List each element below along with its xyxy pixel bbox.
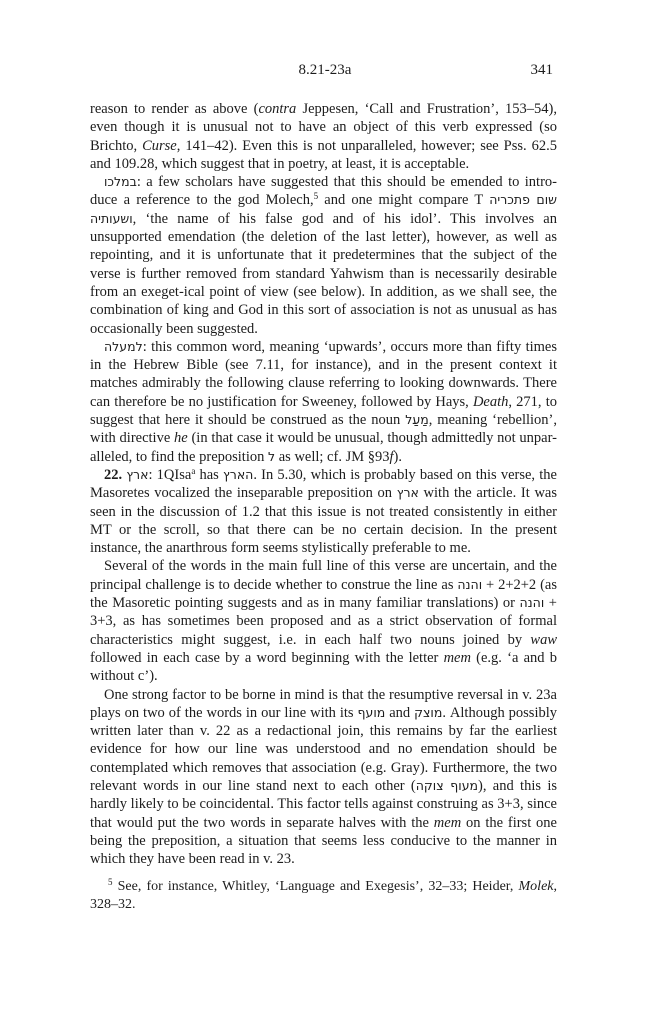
page-number: 341	[530, 62, 553, 78]
running-head: 8.21-23a	[298, 62, 352, 78]
main-text	[90, 100, 557, 868]
footnote: $^5$ See, for instance, Whitley, ‘Language and Exegesis’, 32–33; Heider, Molek, 328–32.	[90, 877, 557, 912]
paragraph: במלכו: a few scholars have suggested that this should be emended to intro-duce a reference to the god Molech,$^5$ and one might compare T שום פתכריה ושעותיה, ‘the name of his false god and of his idol’. This involves an unsupported emendation (the deletion of the last letter), however, as well as repointing, and it is unfortunate that it predetermines that the subject of the verse is further removed from standard Yahwism than is necessarily desirable from an exeget-ical point of view (see below). In addition, as we shall see, the combination of king and God in this sort of association is not as unusual as has occasionally been suggested.	[90, 174, 557, 337]
paragraph: למעלה: this common word, meaning ‘upwards’, occurs more than fifty times in the Hebrew Bible (see 7.11, for instance), and in the present context it matches admirably the following clause referring to looking downwards. There can therefore be no justification for Sweeney, followed by Hays, Death, 271, to suggest that here it should be construed as the noun מַעַל, meaning ‘rebellion’, with directive he (in that case it would be unusual, though admittedly not unpar-alleled, to find the preposition ל as well; cf. JM §93f).	[90, 338, 557, 465]
paragraph: Several of the words in the main full line of this verse are uncertain, and the principal challenge is to decide whether to construe the line as והנה + 2+2+2 (as the Masoretic pointing suggests and as in many familiar translations) or והנה + 3+3, as has sometimes been proposed and as a strict observation of formal characteristics might suggest, i.e. in each half two nouns joined by waw followed in each case by a word beginning with the letter mem (e.g. ‘a and b without c’).	[90, 558, 557, 685]
paragraph: One strong factor to be borne in mind is that the resumptive reversal in v. 23a plays on two of the words in our line with its מועף and מוצק. Although possibly written later than v. 22 as a redactional join, this remains by far the earliest evidence for how our line was understood and no emendation should be contemplated which removes that association (e.g. Gray). Furthermore, the two relevant words in our line stand next to each other (מעוף צוקה), and this is hardly likely to be coincidental. This factor tells against construing as 3+3, since that would put the two words in separate halves with the mem on the first one being the preposition, a situation that seems less conducive to the manner in which they have been read in v. 23.	[90, 686, 558, 868]
paragraph: reason to render as above (contra Jeppesen, ‘Call and Frustration’, 153–54), even though it is unusual not to have an object of this verb expressed (so Brichto, Curse, 141–42). Even this is not unparalleled, however; see Pss. 62.5 and 109.28, which suggest that in poetry, at least, it is acceptable.	[90, 101, 557, 172]
paragraph: 22. ארץ: 1QIsa$^a$ has הארץ. In 5.30, which is probably based on this verse, the Masoretes vocalized the inseparable preposition on ארץ with the article. It was seen in the discussion of 1.2 that this issue is not treated consistently in either MT or the scroll, so that there can be no certain decision. In the present instance, the anarthrous form seems stylistically preferable to me.	[90, 465, 558, 557]
footnotes	[90, 878, 557, 914]
page-header	[0, 62, 650, 82]
